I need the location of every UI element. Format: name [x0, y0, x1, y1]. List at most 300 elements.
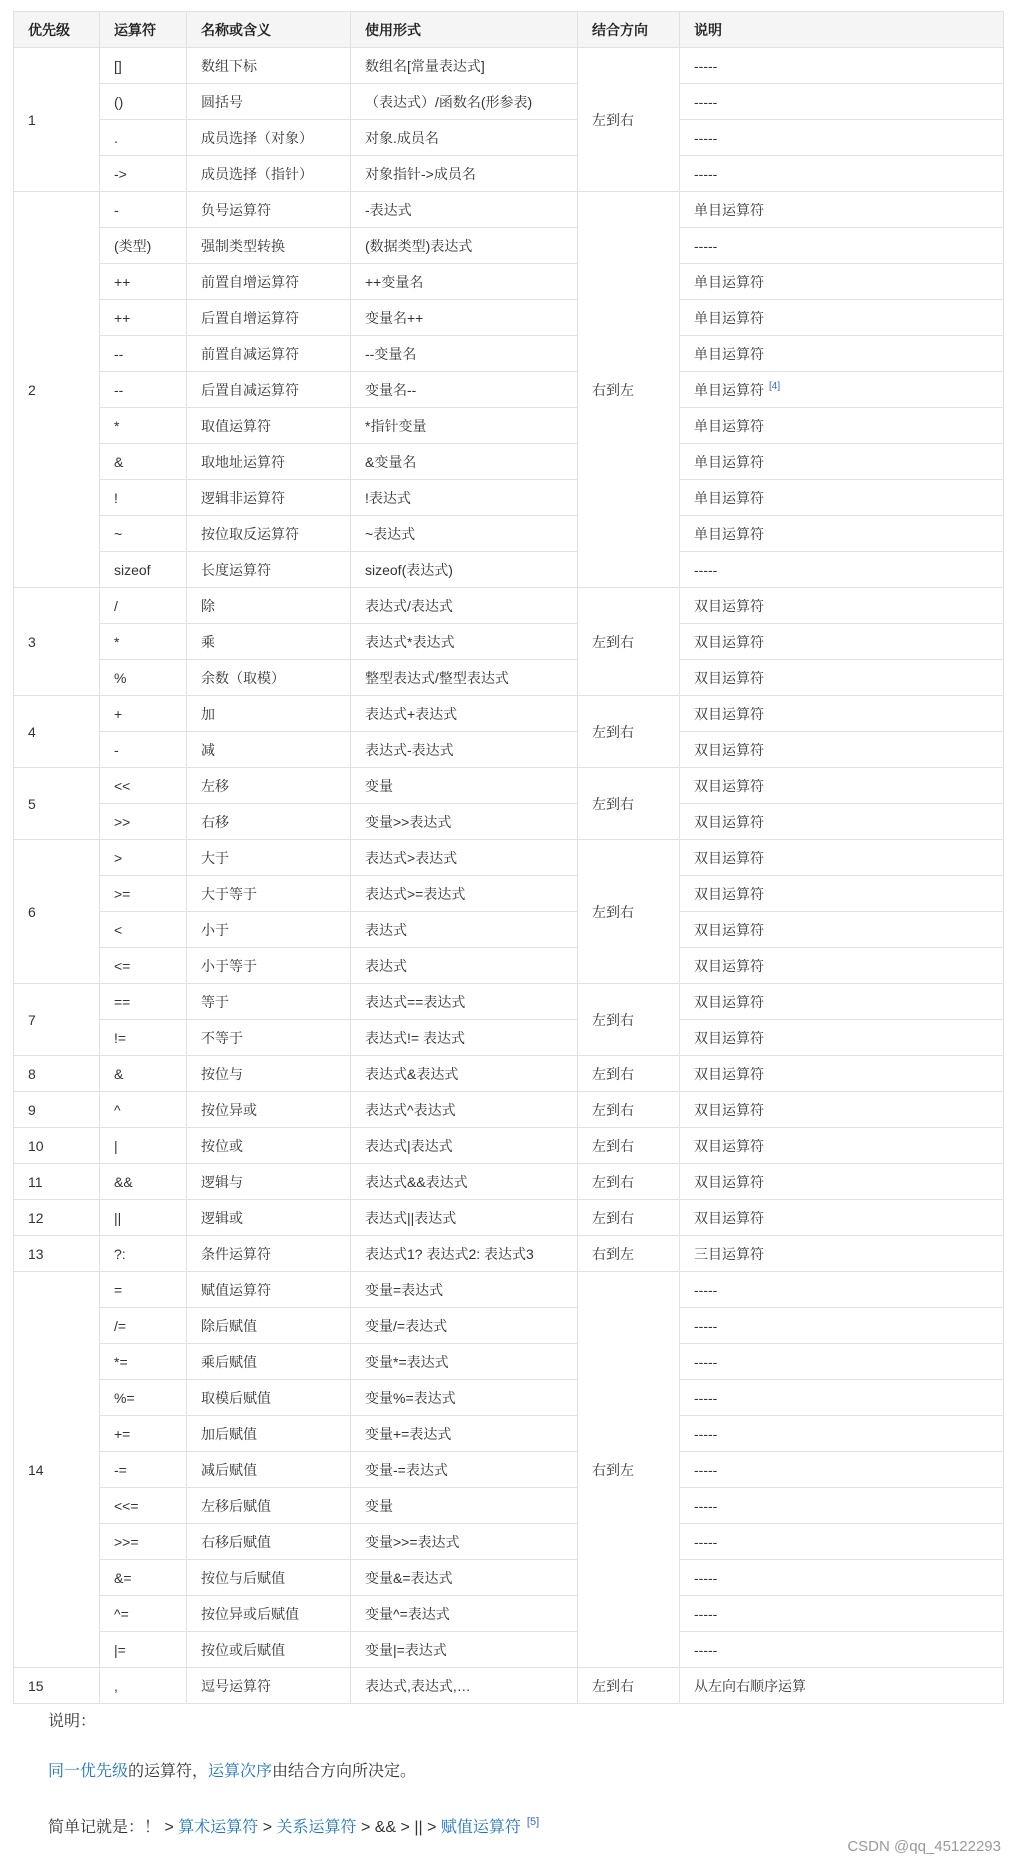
description-cell: [680, 408, 1004, 444]
description-text: 从左向右顺序运算: [694, 1677, 806, 1694]
table-row: [14, 804, 1004, 840]
header-priority: 优先级: [14, 12, 100, 48]
description-text: -----: [694, 165, 718, 182]
table-row: [14, 1056, 1004, 1092]
priority-cell: 5: [14, 768, 100, 840]
table-row: [14, 408, 1004, 444]
usage-cell: 表达式+表达式: [351, 696, 578, 732]
table-row: [14, 1488, 1004, 1524]
priority-cell: 7: [14, 984, 100, 1056]
usage-cell: 对象指针->成员名: [351, 156, 578, 192]
name-cell: 逻辑非运算符: [187, 480, 351, 516]
name-cell: 逻辑或: [187, 1200, 351, 1236]
description-cell: [680, 1596, 1004, 1632]
same-priority-link[interactable]: 同一优先级: [48, 1763, 129, 1780]
operator-cell: %=: [100, 1380, 187, 1416]
name-cell: 取模后赋值: [187, 1380, 351, 1416]
operator-cell: ,: [100, 1668, 187, 1704]
usage-cell: 变量*=表达式: [351, 1344, 578, 1380]
arithmetic-operator-link[interactable]: 算术运算符: [178, 1819, 259, 1836]
description-text: 双目运算符: [694, 669, 764, 686]
description-text: -----: [694, 561, 718, 578]
usage-cell: 表达式>表达式: [351, 840, 578, 876]
name-cell: 成员选择（对象）: [187, 120, 351, 156]
description-text: -----: [694, 1281, 718, 1298]
name-cell: 乘后赋值: [187, 1344, 351, 1380]
table-row: [14, 1380, 1004, 1416]
description-cell: [680, 120, 1004, 156]
usage-cell: 表达式!= 表达式: [351, 1020, 578, 1056]
description-cell: [680, 1380, 1004, 1416]
usage-cell: 表达式||表达式: [351, 1200, 578, 1236]
priority-cell: 12: [14, 1200, 100, 1236]
table-row: [14, 1092, 1004, 1128]
usage-cell: 变量/=表达式: [351, 1308, 578, 1344]
description-text: 双目运算符: [694, 741, 764, 758]
table-row: [14, 1632, 1004, 1668]
operator-cell: ?:: [100, 1236, 187, 1272]
description-cell: [680, 480, 1004, 516]
description-text: -----: [694, 1425, 718, 1442]
description-cell: [680, 1164, 1004, 1200]
operator-cell: <<: [100, 768, 187, 804]
priority-cell: 13: [14, 1236, 100, 1272]
name-cell: 前置自增运算符: [187, 264, 351, 300]
description-text: 双目运算符: [694, 993, 764, 1010]
table-row: [14, 516, 1004, 552]
description-cell: [680, 624, 1004, 660]
description-cell: [680, 156, 1004, 192]
description-cell: [680, 696, 1004, 732]
description-cell: [680, 1452, 1004, 1488]
operator-cell: (): [100, 84, 187, 120]
name-cell: 小于等于: [187, 948, 351, 984]
name-cell: 右移后赋值: [187, 1524, 351, 1560]
description-cell: [680, 768, 1004, 804]
description-text: -----: [694, 1605, 718, 1622]
priority-cell: 14: [14, 1272, 100, 1668]
table-row: [14, 192, 1004, 228]
priority-cell: 11: [14, 1164, 100, 1200]
description-text: -----: [694, 1353, 718, 1370]
name-cell: 按位取反运算符: [187, 516, 351, 552]
table-row: [14, 1560, 1004, 1596]
description-cell: [680, 840, 1004, 876]
usage-cell: ~表达式: [351, 516, 578, 552]
operator-cell: -=: [100, 1452, 187, 1488]
description-cell: [680, 372, 1004, 408]
table-row: [14, 1308, 1004, 1344]
header-name: 名称或含义: [187, 12, 351, 48]
table-row: [14, 1668, 1004, 1704]
associativity-cell: 左到右: [578, 840, 680, 984]
name-cell: 加: [187, 696, 351, 732]
name-cell: 取值运算符: [187, 408, 351, 444]
name-cell: 按位或后赋值: [187, 1632, 351, 1668]
description-text: -----: [694, 93, 718, 110]
description-text: 双目运算符: [694, 777, 764, 794]
name-cell: 按位异或后赋值: [187, 1596, 351, 1632]
notes-text: >: [258, 1819, 277, 1836]
priority-cell: 1: [14, 48, 100, 192]
notes-text: 简单记就是：！ >: [48, 1819, 179, 1836]
usage-cell: ++变量名: [351, 264, 578, 300]
description-cell: [680, 876, 1004, 912]
associativity-cell: 左到右: [578, 1056, 680, 1092]
usage-cell: 变量&=表达式: [351, 1560, 578, 1596]
header-usage: 使用形式: [351, 12, 578, 48]
description-text: 双目运算符: [694, 921, 764, 938]
table-row: [14, 48, 1004, 84]
description-text: 双目运算符: [694, 633, 764, 650]
usage-cell: 表达式^表达式: [351, 1092, 578, 1128]
table-row: [14, 372, 1004, 408]
header-operator: 运算符: [100, 12, 187, 48]
associativity-cell: 左到右: [578, 1092, 680, 1128]
name-cell: 按位与后赋值: [187, 1560, 351, 1596]
description-text: 双目运算符: [694, 957, 764, 974]
description-text: -----: [694, 1641, 718, 1658]
name-cell: 逗号运算符: [187, 1668, 351, 1704]
operator-cell: !=: [100, 1020, 187, 1056]
name-cell: 除: [187, 588, 351, 624]
usage-cell: 变量名++: [351, 300, 578, 336]
name-cell: 逻辑与: [187, 1164, 351, 1200]
usage-cell: 表达式/表达式: [351, 588, 578, 624]
operation-order-link[interactable]: 运算次序: [208, 1763, 273, 1780]
description-cell: [680, 228, 1004, 264]
description-cell: [680, 84, 1004, 120]
operator-cell: ~: [100, 516, 187, 552]
operator-cell: |=: [100, 1632, 187, 1668]
description-text: 双目运算符: [694, 1173, 764, 1190]
name-cell: 长度运算符: [187, 552, 351, 588]
description-cell: [680, 1092, 1004, 1128]
table-row: [14, 624, 1004, 660]
table-header-row: [14, 12, 1004, 48]
usage-cell: 变量%=表达式: [351, 1380, 578, 1416]
name-cell: 数组下标: [187, 48, 351, 84]
description-cell: [680, 1632, 1004, 1668]
operator-cell: /=: [100, 1308, 187, 1344]
operator-cell: >=: [100, 876, 187, 912]
notes-text: > && > || >: [356, 1819, 441, 1836]
usage-cell: 变量: [351, 1488, 578, 1524]
table-row: [14, 1272, 1004, 1308]
description-cell: [680, 732, 1004, 768]
description-text: 单目运算符: [694, 345, 764, 362]
description-text: 双目运算符: [694, 1137, 764, 1154]
description-text: 双目运算符: [694, 705, 764, 722]
description-cell: [680, 984, 1004, 1020]
description-cell: [680, 300, 1004, 336]
name-cell: 按位异或: [187, 1092, 351, 1128]
description-text: 双目运算符: [694, 1101, 764, 1118]
description-cell: [680, 948, 1004, 984]
operator-cell: --: [100, 372, 187, 408]
usage-cell: 变量+=表达式: [351, 1416, 578, 1452]
operator-cell: ||: [100, 1200, 187, 1236]
header-description: 说明: [680, 12, 1004, 48]
description-cell: [680, 192, 1004, 228]
operator-cell: |: [100, 1128, 187, 1164]
table-row: [14, 912, 1004, 948]
table-row: [14, 336, 1004, 372]
name-cell: 按位与: [187, 1056, 351, 1092]
operator-cell: >>=: [100, 1524, 187, 1560]
table-row: [14, 732, 1004, 768]
name-cell: 右移: [187, 804, 351, 840]
usage-cell: 变量-=表达式: [351, 1452, 578, 1488]
table-row: [14, 228, 1004, 264]
name-cell: 赋值运算符: [187, 1272, 351, 1308]
name-cell: 小于: [187, 912, 351, 948]
name-cell: 圆括号: [187, 84, 351, 120]
table-row: [14, 1020, 1004, 1056]
description-text: 双目运算符: [694, 849, 764, 866]
name-cell: 大于: [187, 840, 351, 876]
name-cell: 成员选择（指针）: [187, 156, 351, 192]
usage-cell: !表达式: [351, 480, 578, 516]
description-text: 双目运算符: [694, 1065, 764, 1082]
name-cell: 不等于: [187, 1020, 351, 1056]
operator-cell: /: [100, 588, 187, 624]
description-text: 双目运算符: [694, 885, 764, 902]
usage-cell: 表达式&表达式: [351, 1056, 578, 1092]
operator-cell: >>: [100, 804, 187, 840]
description-text: 单目运算符: [694, 525, 764, 542]
description-cell: [680, 1560, 1004, 1596]
description-text: 双目运算符: [694, 597, 764, 614]
operator-precedence-table: [13, 11, 1004, 1704]
operator-cell: []: [100, 48, 187, 84]
description-cell: [680, 444, 1004, 480]
associativity-cell: 左到右: [578, 1164, 680, 1200]
table-row: [14, 1200, 1004, 1236]
notes-line-summary: [48, 1812, 539, 1842]
usage-cell: *指针变量: [351, 408, 578, 444]
description-text: 单目运算符: [694, 453, 764, 470]
operator-cell: ++: [100, 264, 187, 300]
description-text: 单目运算符: [694, 381, 764, 398]
description-cell: [680, 1308, 1004, 1344]
usage-cell: 表达式|表达式: [351, 1128, 578, 1164]
operator-cell: --: [100, 336, 187, 372]
associativity-cell: 左到右: [578, 48, 680, 192]
description-text: 单目运算符: [694, 489, 764, 506]
operator-cell: &&: [100, 1164, 187, 1200]
description-text: 单目运算符: [694, 273, 764, 290]
operator-cell: *: [100, 408, 187, 444]
table-row: [14, 1416, 1004, 1452]
associativity-cell: 左到右: [578, 768, 680, 840]
operator-cell: -: [100, 192, 187, 228]
name-cell: 减后赋值: [187, 1452, 351, 1488]
priority-cell: 4: [14, 696, 100, 768]
description-text: -----: [694, 1497, 718, 1514]
assignment-operator-link[interactable]: 赋值运算符: [440, 1819, 521, 1836]
description-text: -----: [694, 1533, 718, 1550]
notes-section: [48, 1712, 539, 1842]
description-cell: [680, 912, 1004, 948]
usage-cell: 表达式: [351, 948, 578, 984]
notes-title: 说明：: [48, 1713, 97, 1730]
description-text: 单目运算符: [694, 309, 764, 326]
description-cell: [680, 1236, 1004, 1272]
operator-cell: *: [100, 624, 187, 660]
priority-cell: 2: [14, 192, 100, 588]
operator-cell: +=: [100, 1416, 187, 1452]
reference-link[interactable]: [5]: [526, 1816, 540, 1828]
notes-line-precedence: [48, 1762, 539, 1806]
name-cell: 取地址运算符: [187, 444, 351, 480]
description-text: -----: [694, 1317, 718, 1334]
usage-cell: 变量^=表达式: [351, 1596, 578, 1632]
name-cell: 乘: [187, 624, 351, 660]
operator-table-container: [13, 11, 1003, 1704]
table-row: [14, 1236, 1004, 1272]
table-row: [14, 948, 1004, 984]
table-row: [14, 696, 1004, 732]
description-cell: [680, 336, 1004, 372]
priority-cell: 9: [14, 1092, 100, 1128]
description-text: 双目运算符: [694, 813, 764, 830]
description-cell: [680, 1200, 1004, 1236]
description-cell: [680, 516, 1004, 552]
name-cell: 后置自减运算符: [187, 372, 351, 408]
priority-cell: 3: [14, 588, 100, 696]
associativity-cell: 左到右: [578, 696, 680, 768]
name-cell: 加后赋值: [187, 1416, 351, 1452]
usage-cell: 变量名--: [351, 372, 578, 408]
description-cell: [680, 1668, 1004, 1704]
table-row: [14, 444, 1004, 480]
reference-link[interactable]: [4]: [769, 380, 781, 392]
description-text: 双目运算符: [694, 1209, 764, 1226]
operator-cell: ->: [100, 156, 187, 192]
usage-cell: 表达式&&表达式: [351, 1164, 578, 1200]
operator-cell: !: [100, 480, 187, 516]
usage-cell: 表达式1? 表达式2: 表达式3: [351, 1236, 578, 1272]
usage-cell: -表达式: [351, 192, 578, 228]
name-cell: 大于等于: [187, 876, 351, 912]
name-cell: 负号运算符: [187, 192, 351, 228]
operator-cell: =: [100, 1272, 187, 1308]
associativity-cell: 右到左: [578, 192, 680, 588]
associativity-cell: 右到左: [578, 1236, 680, 1272]
associativity-cell: 左到右: [578, 1668, 680, 1704]
usage-cell: sizeof(表达式): [351, 552, 578, 588]
table-row: [14, 840, 1004, 876]
usage-cell: 表达式-表达式: [351, 732, 578, 768]
description-text: -----: [694, 1461, 718, 1478]
description-cell: [680, 552, 1004, 588]
description-cell: [680, 1416, 1004, 1452]
operator-cell: &: [100, 1056, 187, 1092]
usage-cell: 表达式*表达式: [351, 624, 578, 660]
name-cell: 条件运算符: [187, 1236, 351, 1272]
description-text: 双目运算符: [694, 1029, 764, 1046]
name-cell: 左移后赋值: [187, 1488, 351, 1524]
operator-cell: sizeof: [100, 552, 187, 588]
operator-cell: <=: [100, 948, 187, 984]
description-cell: [680, 1524, 1004, 1560]
table-row: [14, 876, 1004, 912]
table-row: [14, 1524, 1004, 1560]
notes-text: 由结合方向所决定。: [272, 1763, 417, 1780]
notes-text: 的运算符，: [128, 1763, 209, 1780]
operator-cell: ^: [100, 1092, 187, 1128]
operator-cell: .: [100, 120, 187, 156]
usage-cell: 整型表达式/整型表达式: [351, 660, 578, 696]
description-cell: [680, 804, 1004, 840]
description-cell: [680, 1344, 1004, 1380]
description-text: -----: [694, 129, 718, 146]
usage-cell: 变量|=表达式: [351, 1632, 578, 1668]
priority-cell: 8: [14, 1056, 100, 1092]
usage-cell: 变量>>表达式: [351, 804, 578, 840]
description-text: -----: [694, 1569, 718, 1586]
relational-operator-link[interactable]: 关系运算符: [276, 1819, 357, 1836]
name-cell: 除后赋值: [187, 1308, 351, 1344]
name-cell: 减: [187, 732, 351, 768]
usage-cell: 数组名[常量表达式]: [351, 48, 578, 84]
description-cell: [680, 588, 1004, 624]
usage-cell: 变量=表达式: [351, 1272, 578, 1308]
usage-cell: 表达式>=表达式: [351, 876, 578, 912]
name-cell: 后置自增运算符: [187, 300, 351, 336]
table-row: [14, 588, 1004, 624]
usage-cell: 表达式==表达式: [351, 984, 578, 1020]
operator-cell: &: [100, 444, 187, 480]
associativity-cell: 左到右: [578, 1200, 680, 1236]
table-row: [14, 1452, 1004, 1488]
description-cell: [680, 660, 1004, 696]
operator-cell: ==: [100, 984, 187, 1020]
table-row: [14, 1344, 1004, 1380]
table-row: [14, 768, 1004, 804]
associativity-cell: 左到右: [578, 984, 680, 1056]
table-row: [14, 264, 1004, 300]
description-text: 单目运算符: [694, 201, 764, 218]
description-cell: [680, 1020, 1004, 1056]
table-body: [14, 48, 1004, 1704]
associativity-cell: 右到左: [578, 1272, 680, 1668]
table-row: [14, 1596, 1004, 1632]
description-text: -----: [694, 237, 718, 254]
operator-cell: %: [100, 660, 187, 696]
description-cell: [680, 48, 1004, 84]
usage-cell: --变量名: [351, 336, 578, 372]
table-row: [14, 156, 1004, 192]
usage-cell: 变量>>=表达式: [351, 1524, 578, 1560]
description-text: 三目运算符: [694, 1245, 764, 1262]
usage-cell: &变量名: [351, 444, 578, 480]
operator-cell: >: [100, 840, 187, 876]
operator-cell: *=: [100, 1344, 187, 1380]
priority-cell: 6: [14, 840, 100, 984]
usage-cell: 表达式,表达式,…: [351, 1668, 578, 1704]
operator-cell: -: [100, 732, 187, 768]
table-row: [14, 480, 1004, 516]
description-cell: [680, 1128, 1004, 1164]
operator-cell: ++: [100, 300, 187, 336]
description-text: -----: [694, 1389, 718, 1406]
description-cell: [680, 264, 1004, 300]
table-row: [14, 120, 1004, 156]
table-row: [14, 84, 1004, 120]
table-row: [14, 300, 1004, 336]
